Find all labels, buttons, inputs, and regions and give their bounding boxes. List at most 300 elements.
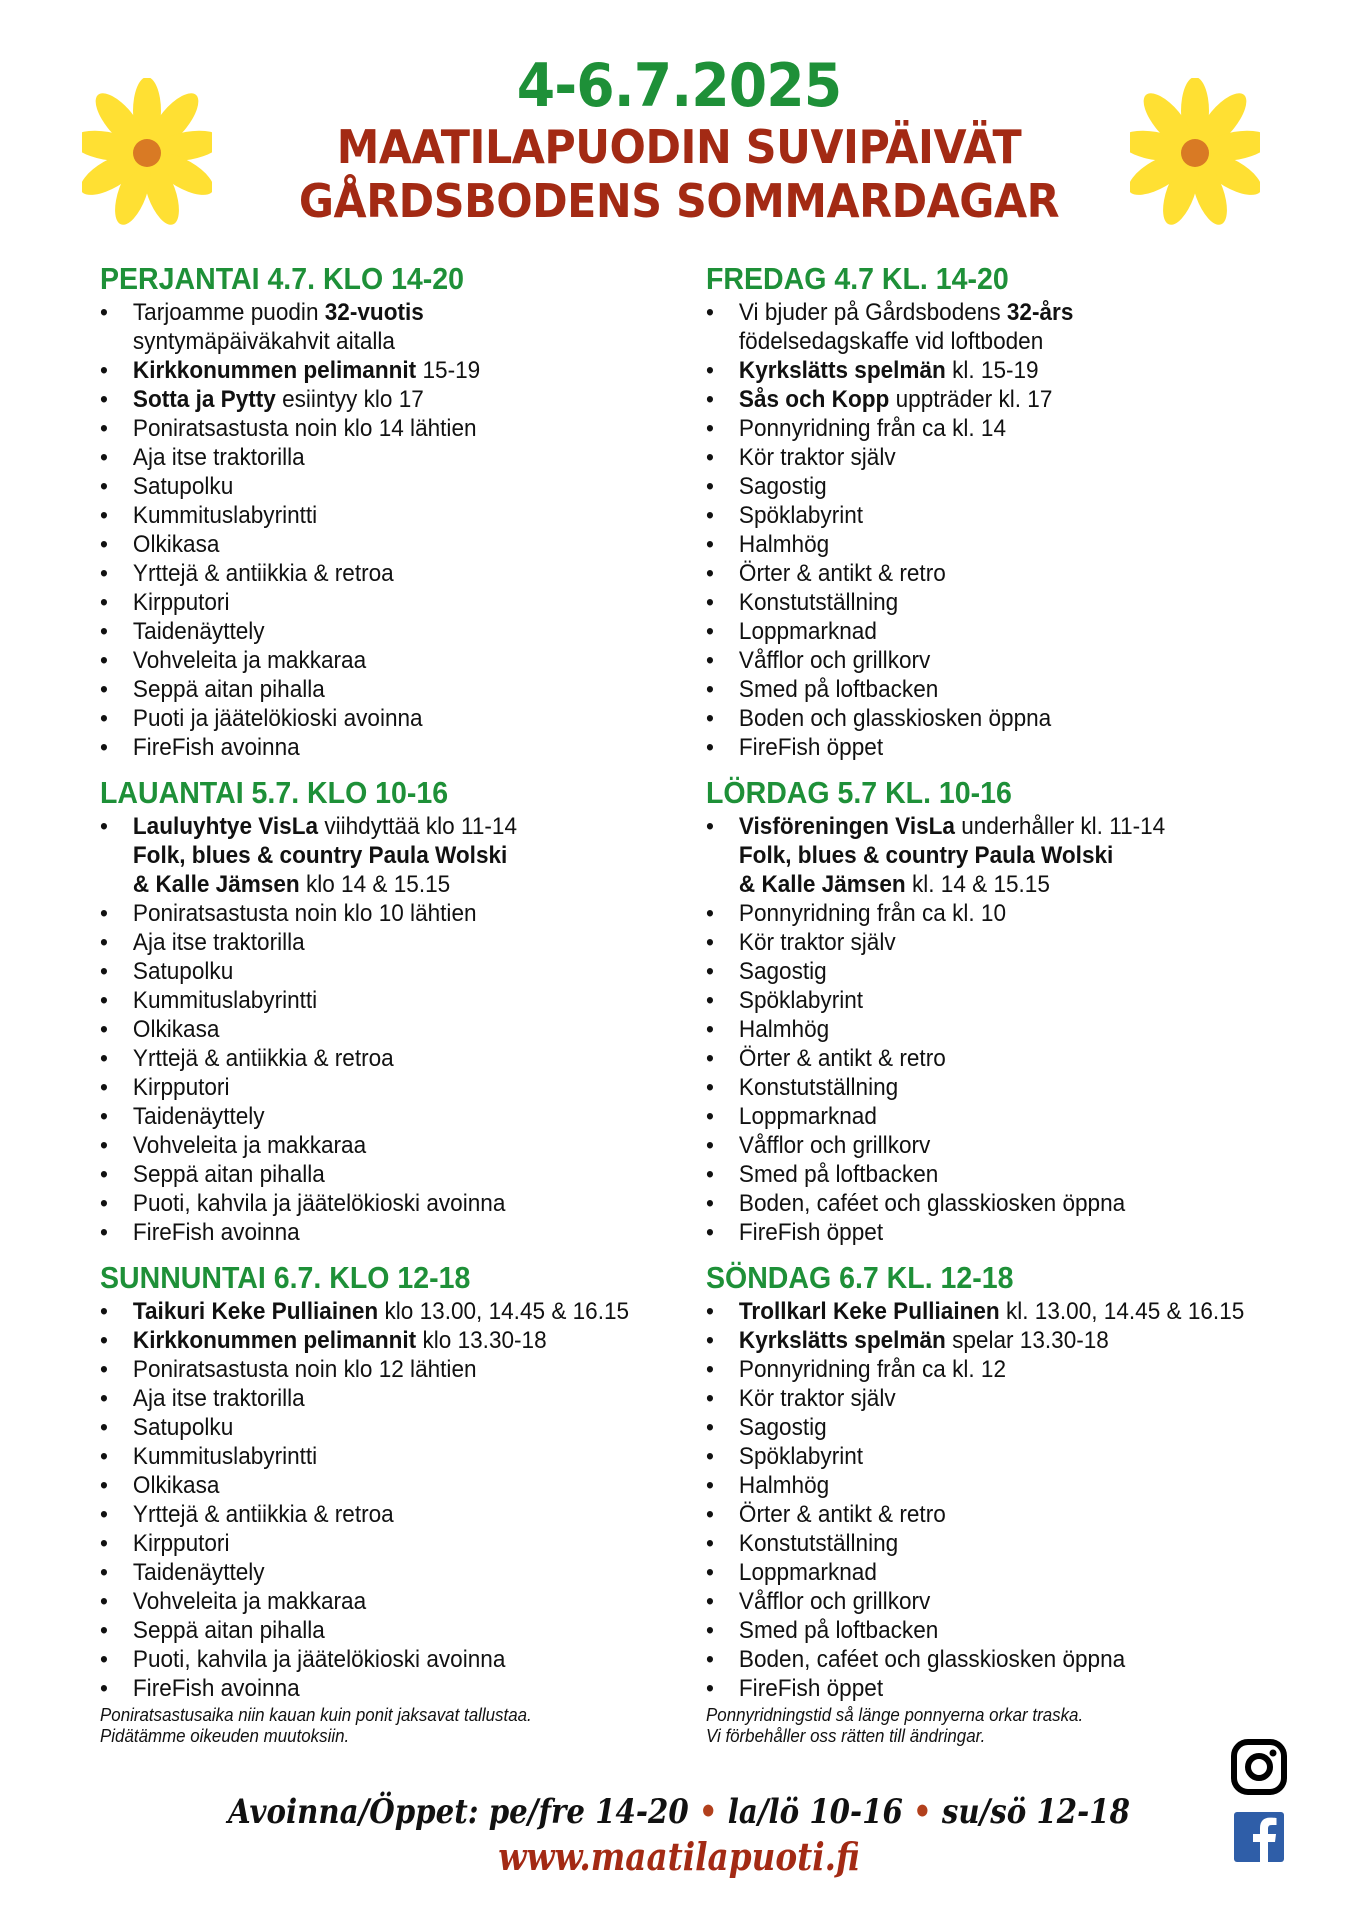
- item-text: Loppmarknad: [738, 618, 877, 645]
- item-highlight: Kyrkslätts spelmän: [738, 357, 946, 384]
- item-text: Boden, caféet och glasskiosken öppna: [738, 1646, 1126, 1673]
- item-text: kl. 14 & 15.15: [905, 871, 1050, 898]
- program-item: [100, 928, 664, 957]
- program-item: [706, 1558, 1270, 1587]
- title-swedish: GÅRDSBODENS SOMMARDAGAR: [298, 174, 1060, 228]
- program-item: [706, 1015, 1270, 1044]
- event-date: 4-6.7.2025: [516, 51, 842, 121]
- item-text: Kör traktor själv: [738, 929, 896, 956]
- program-item: [100, 298, 664, 356]
- item-text: Halmhög: [738, 1472, 830, 1499]
- bullet: •: [706, 734, 714, 761]
- bullet: •: [706, 813, 714, 840]
- program-item: [100, 704, 664, 733]
- title-finnish: MAATILAPUODIN SUVIPÄIVÄT: [336, 120, 1022, 174]
- program-item: [100, 1645, 664, 1674]
- item-text: Spöklabyrint: [738, 1443, 864, 1470]
- program-item: [100, 812, 664, 899]
- item-text: FireFish avoinna: [132, 1219, 300, 1246]
- day-title: LAUANTAI 5.7. KLO 10-16: [100, 775, 449, 810]
- bullet: •: [100, 1559, 108, 1586]
- bullet: •: [100, 1327, 108, 1354]
- item-text: Konstutställning: [738, 1074, 899, 1101]
- program-item: [706, 1355, 1270, 1384]
- program-item: [100, 1587, 664, 1616]
- bullet: •: [706, 1501, 714, 1528]
- bullet: •: [706, 1103, 714, 1130]
- program-list: [100, 812, 700, 1247]
- day-section-friday: [706, 262, 1306, 762]
- item-text: Smed på loftbacken: [738, 676, 939, 703]
- item-text: Yrttejä & antiikkia & retroa: [132, 1501, 394, 1528]
- program-item: [706, 675, 1270, 704]
- bullet: •: [100, 415, 108, 442]
- program-item: [100, 1442, 664, 1471]
- bullet: •: [100, 734, 108, 761]
- item-text: Konstutställning: [738, 589, 899, 616]
- bullet: •: [706, 900, 714, 927]
- item-highlight: 32-års: [1006, 299, 1074, 326]
- bullet: •: [100, 1588, 108, 1615]
- bullet: •: [100, 473, 108, 500]
- bullet: •: [100, 813, 108, 840]
- program-item: [100, 1471, 664, 1500]
- bullet: •: [706, 1190, 714, 1217]
- item-text: Boden, caféet och glasskiosken öppna: [738, 1190, 1126, 1217]
- bullet: •: [706, 1356, 714, 1383]
- program-item: [706, 1645, 1270, 1674]
- program-item: [706, 812, 1270, 899]
- item-text: Vohveleita ja makkaraa: [132, 647, 367, 674]
- bullet: •: [706, 357, 714, 384]
- program-item: [706, 1413, 1270, 1442]
- bullet: •: [706, 531, 714, 558]
- finnish-column: [100, 262, 700, 1747]
- program-item: [706, 1131, 1270, 1160]
- footer: [0, 1790, 1358, 1880]
- item-text: Kummituslabyrintti: [132, 1443, 318, 1470]
- program-item: [100, 1297, 664, 1326]
- item-highlight: 32-vuotis: [324, 299, 424, 326]
- day-section-saturday: [100, 776, 700, 1247]
- program-item: [706, 928, 1270, 957]
- item-text: uppträder kl. 17: [889, 386, 1053, 413]
- item-continuation: [739, 841, 1270, 870]
- bullet: •: [706, 1646, 714, 1673]
- bullet: •: [706, 1443, 714, 1470]
- bullet: •: [706, 1074, 714, 1101]
- program-item: [100, 1189, 664, 1218]
- item-text: Ponnyridning från ca kl. 14: [738, 415, 1007, 442]
- item-text: Taidenäyttely: [132, 1103, 265, 1130]
- program-item: [706, 646, 1270, 675]
- program-item: [100, 530, 664, 559]
- program-item: [100, 472, 664, 501]
- bullet: •: [100, 987, 108, 1014]
- program-item: [100, 986, 664, 1015]
- program-item: [100, 646, 664, 675]
- item-text: Vohveleita ja makkaraa: [132, 1588, 367, 1615]
- program-item: [706, 588, 1270, 617]
- program-item: [706, 957, 1270, 986]
- item-continuation: syntymäpäiväkahvit aitalla: [132, 328, 395, 355]
- item-text: Loppmarknad: [738, 1103, 877, 1130]
- program-item: [706, 385, 1270, 414]
- bullet: •: [100, 618, 108, 645]
- item-text: Aja itse traktorilla: [132, 444, 305, 471]
- program-item: [706, 1587, 1270, 1616]
- item-highlight: Folk, blues & country Paula Wolski: [132, 842, 508, 869]
- bullet: •: [706, 1327, 714, 1354]
- bullet: •: [706, 958, 714, 985]
- item-text: Vohveleita ja makkaraa: [132, 1132, 367, 1159]
- item-continuation: [739, 870, 1270, 899]
- program-item: [100, 1326, 664, 1355]
- bullet: •: [100, 1501, 108, 1528]
- bullet: •: [100, 1530, 108, 1557]
- program-item: [100, 1073, 664, 1102]
- item-text: Smed på loftbacken: [738, 1617, 939, 1644]
- bullet: •: [706, 1385, 714, 1412]
- item-text: Yrttejä & antiikkia & retroa: [132, 560, 394, 587]
- program-item: [100, 385, 664, 414]
- bullet: •: [706, 502, 714, 529]
- program-item: [100, 501, 664, 530]
- bullet: •: [100, 1103, 108, 1130]
- item-text: Satupolku: [132, 958, 234, 985]
- bullet: •: [100, 386, 108, 413]
- program-item: [100, 675, 664, 704]
- item-text: Halmhög: [738, 1016, 830, 1043]
- item-text: klo 14 & 15.15: [299, 871, 451, 898]
- item-text: Boden och glasskiosken öppna: [738, 705, 1052, 732]
- item-text: Seppä aitan pihalla: [132, 676, 325, 703]
- item-text: Olkikasa: [132, 531, 220, 558]
- program-item: [706, 617, 1270, 646]
- item-continuation: [133, 841, 664, 870]
- item-text: Kirpputori: [132, 1074, 230, 1101]
- bullet: •: [706, 299, 714, 326]
- item-highlight: Kyrkslätts spelmän: [738, 1327, 946, 1354]
- program-item: [100, 899, 664, 928]
- bullet: •: [100, 1675, 108, 1702]
- program-item: [706, 559, 1270, 588]
- bullet: •: [100, 958, 108, 985]
- item-text: Sagostig: [738, 473, 827, 500]
- bullet: •: [706, 1588, 714, 1615]
- program-item: [100, 1558, 664, 1587]
- program-item: [100, 617, 664, 646]
- day-title: SUNNUNTAI 6.7. KLO 12-18: [100, 1260, 471, 1295]
- item-text: FireFish avoinna: [132, 1675, 300, 1702]
- day-section-sunday: [706, 1261, 1306, 1703]
- item-text: Puoti, kahvila ja jäätelökioski avoinna: [132, 1646, 506, 1673]
- bullet: •: [100, 1443, 108, 1470]
- item-text: Kirpputori: [132, 589, 230, 616]
- program-item: [706, 1529, 1270, 1558]
- item-text: Loppmarknad: [738, 1559, 877, 1586]
- separator-dot: •: [698, 1792, 718, 1832]
- item-text: klo 13.30-18: [416, 1327, 547, 1354]
- bullet: •: [100, 1617, 108, 1644]
- program-item: [706, 501, 1270, 530]
- program-item: [100, 957, 664, 986]
- program-item: [706, 356, 1270, 385]
- program-item: [100, 588, 664, 617]
- program-item: [100, 1218, 664, 1247]
- program-item: [100, 559, 664, 588]
- bullet: •: [706, 473, 714, 500]
- item-text: Örter & antikt & retro: [738, 1045, 946, 1072]
- bullet: •: [706, 987, 714, 1014]
- bullet: •: [100, 1045, 108, 1072]
- bullet: •: [100, 1016, 108, 1043]
- program-item: [706, 1442, 1270, 1471]
- item-text: Konstutställning: [738, 1530, 899, 1557]
- bullet: •: [706, 1530, 714, 1557]
- hours-sunday: su/sö 12-18: [941, 1792, 1130, 1832]
- program-item: [100, 1015, 664, 1044]
- bullet: •: [100, 560, 108, 587]
- bullet: •: [706, 1045, 714, 1072]
- item-text: Taidenäyttely: [132, 1559, 265, 1586]
- bullet: •: [706, 705, 714, 732]
- program-item: [706, 530, 1270, 559]
- program-item: [100, 1102, 664, 1131]
- bullet: •: [100, 1414, 108, 1441]
- item-text: spelar 13.30-18: [945, 1327, 1109, 1354]
- day-section-saturday: [706, 776, 1306, 1247]
- program-item: [100, 1160, 664, 1189]
- website-link[interactable]: www.maatilapuoti.fi: [498, 1834, 860, 1879]
- day-section-friday: [100, 262, 700, 762]
- item-text: Yrttejä & antiikkia & retroa: [132, 1045, 394, 1072]
- hours-saturday: la/lö 10-16: [727, 1792, 903, 1832]
- bullet: •: [706, 386, 714, 413]
- program-item: [706, 1471, 1270, 1500]
- item-text: Kör traktor själv: [738, 444, 896, 471]
- program-item: [706, 1160, 1270, 1189]
- program-item: [706, 1102, 1270, 1131]
- program-item: [100, 1355, 664, 1384]
- bullet: •: [706, 647, 714, 674]
- bullet: •: [706, 444, 714, 471]
- day-title: SÖNDAG 6.7 KL. 12-18: [706, 1260, 1014, 1295]
- program-item: [100, 356, 664, 385]
- program-item: [706, 1189, 1270, 1218]
- program-item: [706, 298, 1270, 356]
- bullet: •: [706, 1016, 714, 1043]
- item-text: Vi bjuder på Gårdsbodens: [738, 299, 1007, 326]
- item-text: Seppä aitan pihalla: [132, 1161, 325, 1188]
- item-text: FireFish öppet: [738, 1675, 884, 1702]
- item-highlight: Sås och Kopp: [738, 386, 890, 413]
- item-highlight: Trollkarl Keke Pulliainen: [738, 1298, 1000, 1325]
- bullet: •: [100, 1356, 108, 1383]
- item-highlight: Folk, blues & country Paula Wolski: [738, 842, 1114, 869]
- item-highlight: & Kalle Jämsen: [738, 871, 906, 898]
- bullet: •: [100, 1074, 108, 1101]
- item-text: underhåller kl. 11-14: [954, 813, 1166, 840]
- item-text: Ponnyridning från ca kl. 10: [738, 900, 1007, 927]
- program-item: [100, 1674, 664, 1703]
- hours-friday: pe/fre 14-20: [488, 1792, 689, 1832]
- disclaimer-note: Ponnyridningstid så länge ponnyerna orkar traska.: [706, 1705, 1084, 1725]
- program-item: [100, 414, 664, 443]
- item-text: Aja itse traktorilla: [132, 1385, 305, 1412]
- bullet: •: [706, 618, 714, 645]
- bullet: •: [706, 1675, 714, 1702]
- bullet: •: [706, 560, 714, 587]
- item-continuation: födelsedagskaffe vid loftboden: [738, 328, 1044, 355]
- item-text: Puoti, kahvila ja jäätelökioski avoinna: [132, 1190, 506, 1217]
- program-list: [100, 298, 700, 762]
- opening-hours: [95, 1790, 1263, 1834]
- bullet: •: [100, 676, 108, 703]
- day-section-sunday: [100, 1261, 700, 1703]
- item-text: Olkikasa: [132, 1016, 220, 1043]
- bullet: •: [706, 1219, 714, 1246]
- item-text: Tarjoamme puodin: [132, 299, 325, 326]
- item-text: Satupolku: [132, 473, 234, 500]
- instagram-icon[interactable]: [1230, 1738, 1288, 1796]
- item-text: Smed på loftbacken: [738, 1161, 939, 1188]
- program-item: [100, 1131, 664, 1160]
- bullet: •: [100, 1646, 108, 1673]
- item-text: Puoti ja jäätelökioski avoinna: [132, 705, 423, 732]
- bullet: •: [706, 676, 714, 703]
- program-item: [706, 1297, 1270, 1326]
- item-text: 15-19: [416, 357, 481, 384]
- item-text: Örter & antikt & retro: [738, 1501, 946, 1528]
- bullet: •: [100, 357, 108, 384]
- item-text: Seppä aitan pihalla: [132, 1617, 325, 1644]
- program-item: [100, 1413, 664, 1442]
- item-text: Halmhög: [738, 531, 830, 558]
- item-text: Spöklabyrint: [738, 987, 864, 1014]
- item-text: Poniratsastusta noin klo 12 lähtien: [132, 1356, 477, 1383]
- item-highlight: Kirkkonummen pelimannit: [132, 357, 417, 384]
- bullet: •: [100, 589, 108, 616]
- bullet: •: [100, 1132, 108, 1159]
- program-item: [706, 986, 1270, 1015]
- swedish-column: [706, 262, 1306, 1747]
- program-item: [706, 899, 1270, 928]
- program-item: [706, 1073, 1270, 1102]
- day-title: LÖRDAG 5.7 KL. 10-16: [706, 775, 1012, 810]
- program-item: [100, 733, 664, 762]
- program-item: [706, 1384, 1270, 1413]
- item-text: klo 13.00, 14.45 & 16.15: [378, 1298, 630, 1325]
- program-item: [706, 1218, 1270, 1247]
- bullet: •: [100, 647, 108, 674]
- program-item: [100, 1384, 664, 1413]
- bullet: •: [706, 1132, 714, 1159]
- program-item: [100, 1044, 664, 1073]
- item-text: Kummituslabyrintti: [132, 502, 318, 529]
- program-list: [100, 1297, 700, 1703]
- item-text: viihdyttää klo 11-14: [318, 813, 518, 840]
- item-highlight: Lauluyhtye VisLa: [132, 813, 319, 840]
- item-text: Örter & antikt & retro: [738, 560, 946, 587]
- item-text: FireFish öppet: [738, 734, 884, 761]
- item-text: Våfflor och grillkorv: [738, 1588, 931, 1615]
- program-item: [706, 733, 1270, 762]
- item-text: Ponnyridning från ca kl. 12: [738, 1356, 1007, 1383]
- bullet: •: [100, 900, 108, 927]
- item-text: FireFish öppet: [738, 1219, 884, 1246]
- facebook-icon[interactable]: [1234, 1812, 1284, 1862]
- bullet: •: [706, 1161, 714, 1188]
- program-item: [100, 443, 664, 472]
- bullet: •: [100, 1161, 108, 1188]
- item-continuation: [133, 870, 664, 899]
- bullet: •: [706, 1298, 714, 1325]
- bullet: •: [100, 705, 108, 732]
- bullet: •: [706, 1414, 714, 1441]
- program-item: [706, 414, 1270, 443]
- item-text: Kör traktor själv: [738, 1385, 896, 1412]
- item-text: Taidenäyttely: [132, 618, 265, 645]
- hours-label: Avoinna/Öppet:: [228, 1792, 479, 1832]
- item-text: Sagostig: [738, 1414, 827, 1441]
- bullet: •: [100, 1385, 108, 1412]
- item-text: Aja itse traktorilla: [132, 929, 305, 956]
- program-item: [706, 1674, 1270, 1703]
- item-text: Våfflor och grillkorv: [738, 647, 931, 674]
- item-text: Poniratsastusta noin klo 14 lähtien: [132, 415, 477, 442]
- program-item: [100, 1616, 664, 1645]
- item-text: Våfflor och grillkorv: [738, 1132, 931, 1159]
- program-item: [706, 1616, 1270, 1645]
- bullet: •: [100, 1219, 108, 1246]
- bullet: •: [706, 929, 714, 956]
- program-item: [706, 704, 1270, 733]
- item-text: kl. 15-19: [945, 357, 1039, 384]
- bullet: •: [706, 589, 714, 616]
- bullet: •: [100, 444, 108, 471]
- item-text: Kirpputori: [132, 1530, 230, 1557]
- item-text: FireFish avoinna: [132, 734, 300, 761]
- item-text: Olkikasa: [132, 1472, 220, 1499]
- header: [0, 52, 1358, 228]
- program-item: [100, 1500, 664, 1529]
- day-title: FREDAG 4.7 KL. 14-20: [706, 261, 1009, 296]
- bullet: •: [100, 299, 108, 326]
- program-item: [706, 472, 1270, 501]
- item-highlight: Visföreningen VisLa: [738, 813, 955, 840]
- item-highlight: Kirkkonummen pelimannit: [132, 1327, 417, 1354]
- program-item: [706, 1500, 1270, 1529]
- disclaimer-note: Vi förbehåller oss rätten till ändringar.: [706, 1726, 986, 1746]
- disclaimer-note: Pidätämme oikeuden muutoksiin.: [100, 1726, 350, 1746]
- program-list: [706, 1297, 1306, 1703]
- bullet: •: [100, 929, 108, 956]
- item-highlight: & Kalle Jämsen: [132, 871, 300, 898]
- item-text: Poniratsastusta noin klo 10 lähtien: [132, 900, 477, 927]
- bullet: •: [706, 415, 714, 442]
- item-text: esiintyy klo 17: [275, 386, 424, 413]
- item-text: kl. 13.00, 14.45 & 16.15: [999, 1298, 1245, 1325]
- program-list: [706, 298, 1306, 762]
- day-title: PERJANTAI 4.7. KLO 14-20: [100, 261, 465, 296]
- bullet: •: [706, 1617, 714, 1644]
- bullet: •: [100, 502, 108, 529]
- program-item: [706, 1044, 1270, 1073]
- separator-dot: •: [913, 1792, 932, 1832]
- item-highlight: Sotta ja Pytty: [132, 386, 276, 413]
- bullet: •: [100, 531, 108, 558]
